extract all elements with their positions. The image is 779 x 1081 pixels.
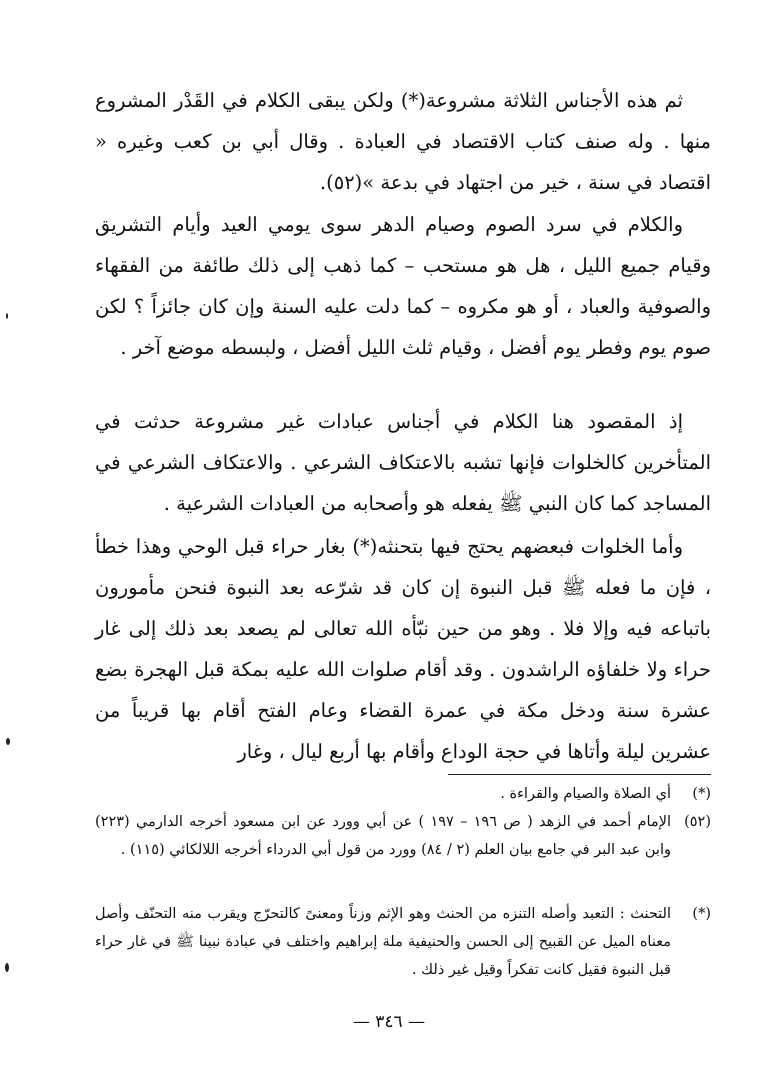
- paragraph-text: وأما الخلوات فبعضهم يحتج فيها بتحنثه(*) بغار حراء قبل الوحي وهذا خطأ ، فإن ما فعله ﷺ قبل النبوة إن كان قد شرّعه بعد النبوة فنحن مأمورون باتباعه فيه وإلا فلا . وهو من حين نبّأه الله تعالى لم يصعد بعد ذلك إلى غار حراء ولا خلفاؤه الراشدون . وقد أقام صلوات الله عليه بمكة قبل الهجرة بضع عشرة سنة ودخل مكة في عمرة القضاء وعام الفتح أقام بها قريباً من عشرين ليلة وأتاها في حجة الوداع وأقام بها أربع ليال ، وغار: [95, 535, 711, 763]
- scan-speck: [6, 313, 8, 319]
- footnote-separator: [448, 774, 711, 775]
- paragraph-4: [95, 526, 711, 772]
- footnote-1: [95, 780, 711, 808]
- footnote-text: أي الصلاة والصيام والقراءة .: [500, 786, 671, 802]
- paragraph-3: [95, 401, 711, 524]
- paragraph-2: [95, 204, 711, 368]
- footnote-3: [95, 900, 711, 984]
- paragraph-text: ثم هذه الأجناس الثلاثة مشروعة(*) ولكن يبقى الكلام في القَدْر المشروع منها . وله صنف كتاب الاقتصاد في العبادة . وقال أبي بن كعب وغيره « اقتصاد في سنة ، خير من اجتهاد في بدعة »(٥٢).: [95, 89, 711, 194]
- footnote-mark: (٥٢): [684, 814, 711, 830]
- scan-speck: [5, 963, 9, 972]
- paragraph-1: [95, 80, 711, 203]
- footnote-2: [95, 808, 711, 864]
- page-number: — ٣٤٦ —: [352, 1012, 426, 1032]
- footnote-mark: (*): [692, 786, 711, 802]
- footnote-mark: (*): [692, 906, 711, 922]
- paragraph-text: إذ المقصود هنا الكلام في أجناس عبادات غير مشروعة حدثت في المتأخرين كالخلوات فإنها تشبه بالاعتكاف الشرعي . والاعتكاف الشرعي في المساجد كما كان النبي ﷺ يفعله هو وأصحابه من العبادات الشرعية .: [95, 410, 711, 515]
- paragraph-text: والكلام في سرد الصوم وصيام الدهر سوى يومي العيد وأيام التشريق وقيام جميع الليل ، هل هو مستحب – كما ذهب إلى ذلك طائفة من الفقهاء والصوفية والعباد ، أو هو مكروه – كما دلت عليه السنة وإن كان جائزاً ؟ لكن صوم يوم وفطر يوم أفضل ، وقيام ثلث الليل أفضل ، ولبسطه موضع آخر .: [95, 213, 711, 359]
- scan-speck: [6, 738, 10, 745]
- footnote-text: التحنث : التعبد وأصله التنزه من الحنث وهو الإثم وزناً ومعنىً كالتحرّج ويقرب منه التحنّف وأصل معناه الميل عن القبيح إلى الحسن والحنيفية ملة إبراهيم واختلف في عبادة نبينا ﷺ في غار حراء قبل النبوة فقيل كانت تفكراً وقيل غير ذلك .: [95, 906, 671, 978]
- footnote-text: الإمام أحمد في الزهد ( ص ١٩٦ – ١٩٧ ) عن أبي وورد عن ابن مسعود أخرجه الدارمي (٢٢٣) وابن عبد البر في جامع بيان العلم (٢ / ٨٤) وورد من قول أبي الدرداء أخرجه اللالكائي (١١٥) .: [95, 814, 671, 858]
